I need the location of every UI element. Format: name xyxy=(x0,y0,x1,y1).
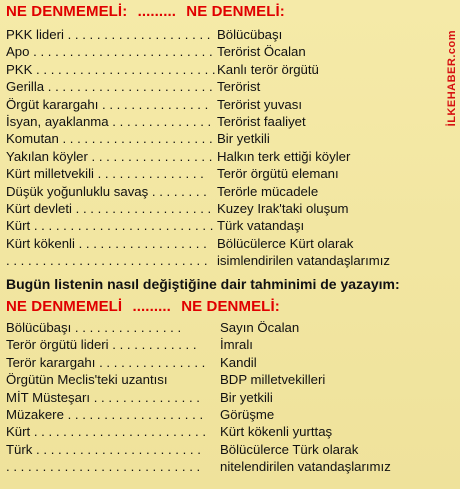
list-item xyxy=(6,184,446,200)
list-item-term: . . . . . . . . . . . . . . . . . . . . . . . . . . . . xyxy=(6,253,208,269)
list-item-replacement: nitelendirilen vatandaşlarımız xyxy=(220,459,391,475)
list-item-replacement: Görüşme xyxy=(220,407,275,422)
list-item xyxy=(6,114,446,130)
list-item xyxy=(6,442,446,458)
section1-header-dots: ......... xyxy=(137,3,177,20)
list-item xyxy=(6,201,446,217)
list-item-replacement: Kürt kökenli yurttaş xyxy=(220,424,333,440)
list-item-term: Kürt kökenli . . . . . . . . . . . . . . . . . . xyxy=(6,235,207,251)
list-item-replacement: Bir yetkili xyxy=(220,389,273,405)
list-item xyxy=(6,79,446,95)
list-item-replacement: isimlendirilen vatandaşlarımız xyxy=(217,253,390,269)
list-item-term: Gerilla . . . . . . . . . . . . . . . . . . . . . . . xyxy=(6,79,213,95)
list-item-term: Kürt . . . . . . . . . . . . . . . . . . . . . . . . . xyxy=(6,218,214,234)
list-item-term: MİT Müsteşarı . . . . . . . . . . . . . . . xyxy=(6,389,200,405)
list-item-term: Kürt . . . . . . . . . . . . . . . . . . . . . . . . xyxy=(6,424,207,440)
list-item xyxy=(6,166,446,182)
list-item-replacement: Terörist xyxy=(217,79,261,95)
section1-header xyxy=(6,3,285,20)
section2-header-left: NE DENMEMELİ xyxy=(6,298,123,315)
section2-header xyxy=(6,298,280,315)
list-item-replacement: BDP milletvekilleri xyxy=(220,372,326,388)
list-item-term: İsyan, ayaklanma . . . . . . . . . . . . . . xyxy=(6,114,212,129)
list-item xyxy=(6,390,446,406)
watermark: İLKEHABER.com xyxy=(446,30,458,127)
list-item-term: Türk . . . . . . . . . . . . . . . . . . . . . . . xyxy=(6,441,201,457)
list-item-term: Müzakere . . . . . . . . . . . . . . . . . . . xyxy=(6,407,204,422)
list-item-replacement: Kandil xyxy=(220,354,257,370)
list-item xyxy=(6,149,446,165)
list-item xyxy=(6,131,446,147)
list-item xyxy=(6,97,446,113)
list-item-replacement: İmralı xyxy=(220,337,253,353)
list-item-term: Düşük yoğunluklu savaş . . . . . . . . xyxy=(6,183,207,199)
list-item-term: Örgüt karargahı . . . . . . . . . . . . . . . xyxy=(6,96,209,112)
list-item-term: Örgütün Meclis'teki uzantısı xyxy=(6,372,168,388)
list-item-term: Apo . . . . . . . . . . . . . . . . . . . . . . . . . xyxy=(6,44,213,60)
list-item-replacement: Terörist Öcalan xyxy=(217,44,306,60)
list-item xyxy=(6,372,446,388)
list-item xyxy=(6,44,446,60)
list-item-replacement: Terörle mücadele xyxy=(217,183,319,199)
section2-header-dots: ......... xyxy=(132,298,171,315)
list-item-replacement: Terörist yuvası xyxy=(217,96,303,112)
list-item-replacement: Bir yetkili xyxy=(217,131,270,147)
list-item xyxy=(6,424,446,440)
list-item-replacement: Terör örgütü elemanı xyxy=(217,166,339,182)
list-item-term: Bölücübaşı . . . . . . . . . . . . . . . xyxy=(6,320,182,335)
subtitle: Bugün listenin nasıl değiştiğine dair tahminimi de yazayım: xyxy=(6,276,400,292)
list-item-replacement: Kuzey Irak'taki oluşum xyxy=(217,201,349,216)
section1-header-right: NE DENMELİ: xyxy=(186,3,285,20)
list-item-replacement: Bölücülerce Türk olarak xyxy=(220,441,359,457)
list-item-replacement: Terörist faaliyet xyxy=(217,114,306,129)
list-item-replacement: Bölücübaşı xyxy=(217,27,283,42)
list-item xyxy=(6,62,446,78)
list-item-term: Terör karargahı . . . . . . . . . . . . . . . xyxy=(6,354,206,370)
section1-header-left: NE DENMEMELİ: xyxy=(6,3,128,20)
list-item xyxy=(6,355,446,371)
list-item-replacement: Türk vatandaşı xyxy=(217,218,305,234)
list-item xyxy=(6,253,446,269)
list-item-term: Kürt devleti . . . . . . . . . . . . . . . . . . . xyxy=(6,201,212,216)
list-item xyxy=(6,337,446,353)
list-item-term: Terör örgütü lideri . . . . . . . . . . . . xyxy=(6,337,197,353)
list-item-replacement: Bölücülerce Kürt olarak xyxy=(217,235,354,251)
list-item xyxy=(6,407,446,423)
list-item xyxy=(6,320,446,336)
list-item-term: Komutan . . . . . . . . . . . . . . . . . . . . . xyxy=(6,131,213,147)
list-item-term: PKK . . . . . . . . . . . . . . . . . . . . . . . . . xyxy=(6,61,216,77)
list-item xyxy=(6,459,446,475)
list-item xyxy=(6,27,446,43)
list-item xyxy=(6,236,446,252)
list-item-term: Kürt milletvekili . . . . . . . . . . . . . . . xyxy=(6,166,204,182)
list-item-replacement: Kanlı terör örgütü xyxy=(217,61,319,77)
list-item-term: . . . . . . . . . . . . . . . . . . . . . . . . . . . xyxy=(6,459,201,475)
list-item xyxy=(6,218,446,234)
section2-header-right: NE DENMELİ: xyxy=(181,298,280,315)
list-item-replacement: Halkın terk ettiği köyler xyxy=(217,148,351,164)
list-item-replacement: Sayın Öcalan xyxy=(220,320,300,335)
list-item-term: PKK lideri . . . . . . . . . . . . . . . . . . . . xyxy=(6,27,211,42)
list-item-term: Yakılan köyler . . . . . . . . . . . . . . . . . xyxy=(6,148,213,164)
